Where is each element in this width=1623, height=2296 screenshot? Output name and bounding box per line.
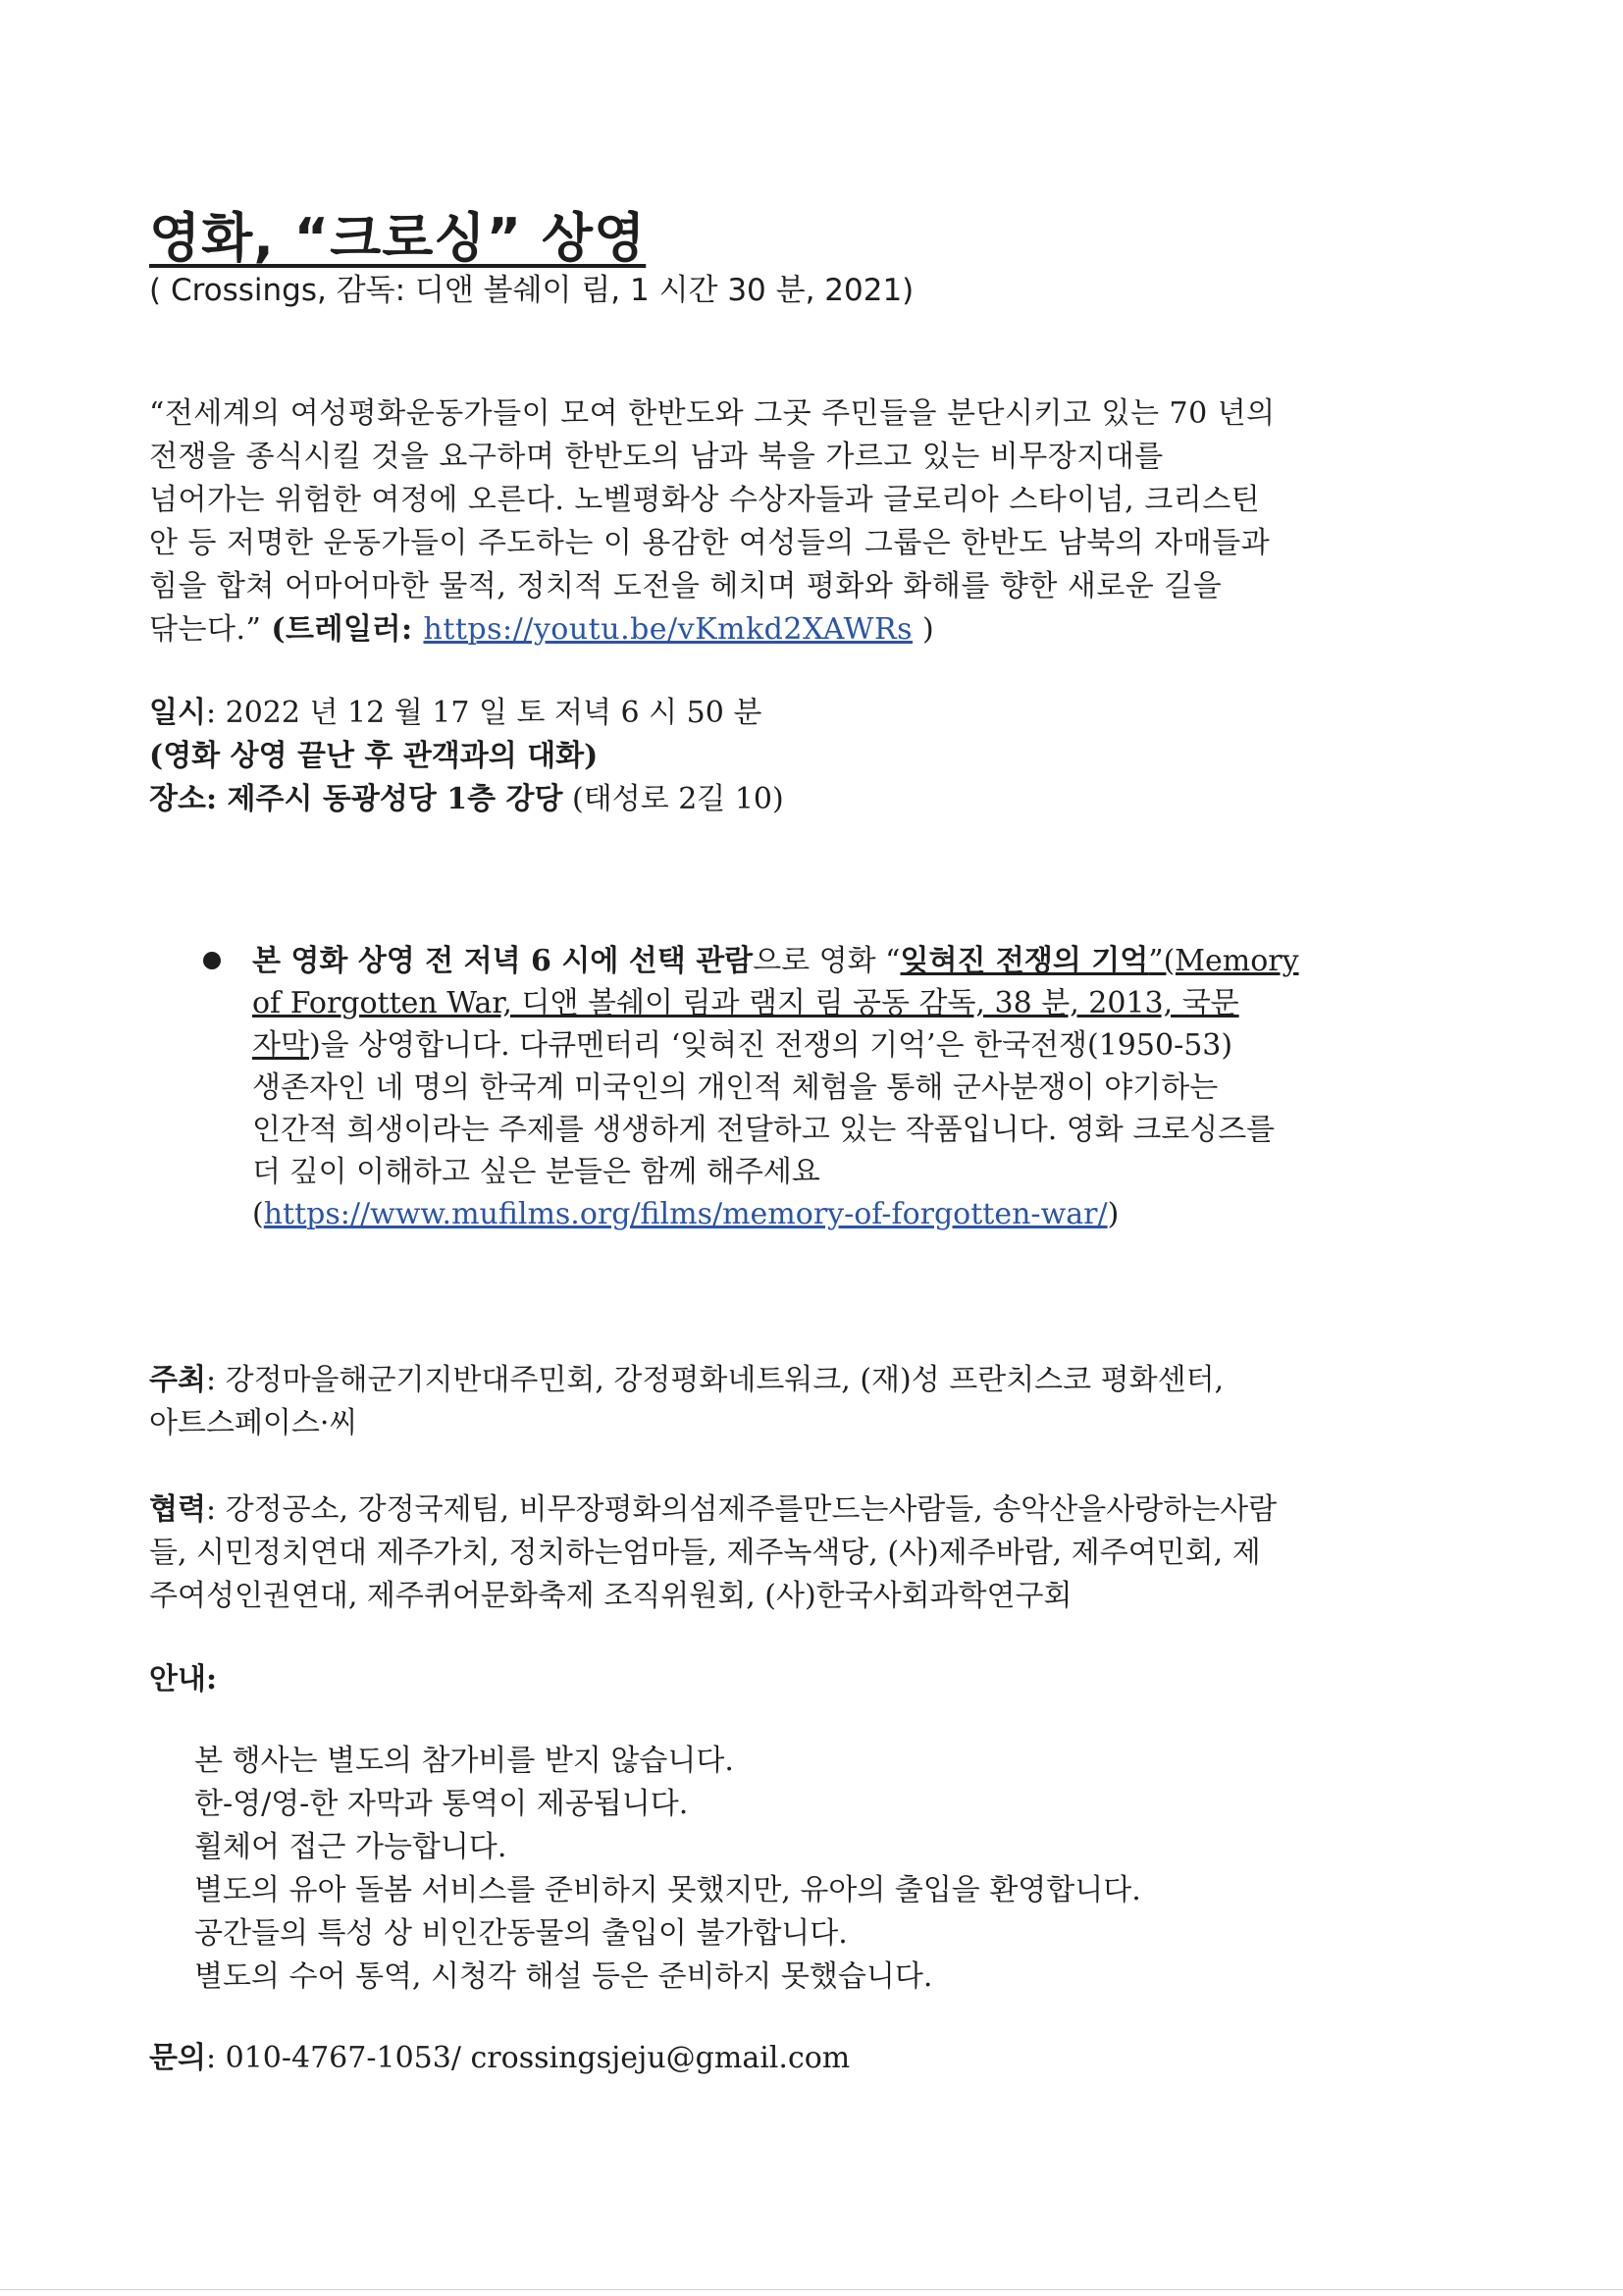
coop-label: 협력 — [149, 1492, 206, 1527]
trailer-close: ) — [913, 612, 935, 647]
link-close: ) — [1107, 1197, 1120, 1231]
host-list: : 강정마을해군기지반대주민회, 강정평화네트워크, (재)성 프란치스코 평화센터, — [205, 1363, 1225, 1397]
film-info: ( Crossings, 감독: 디앤 볼쉐이 림, 1 시간 30 분, 2021) — [149, 273, 915, 308]
event-place — [149, 778, 784, 821]
guide-heading: 안내: — [149, 1662, 218, 1696]
notice-line: 인간적 희생이라는 주제를 생생하게 전달하고 있는 작품입니다. 영화 크로싱즈를 — [252, 1113, 1276, 1147]
guide-item: 본 행사는 별도의 참가비를 받지 않습니다. — [194, 1744, 734, 1778]
event-details — [149, 692, 784, 821]
notice-line: 더 깊이 이해하고 싶은 분들은 함께 해주세요 — [252, 1155, 820, 1189]
notice-highlight: 본 영화 상영 전 저녁 6 시에 선택 관람 — [252, 944, 754, 978]
place-value: : 제주시 동광성당 1층 강당 — [205, 782, 563, 816]
guide-item: 공간들의 특성 상 비인간동물의 출입이 불가합니다. — [194, 1916, 848, 1951]
date-value: : 2022 년 12 월 17 일 토 저녁 6 시 50 분 — [205, 696, 762, 730]
place-address: (태성로 2길 10) — [562, 782, 784, 816]
host-line: 아트스페이스·씨 — [149, 1406, 358, 1440]
synopsis-line: 넘어가는 위험한 여정에 오른다. 노벨평화상 수상자들과 글로리아 스타이넘, 크리스틴 — [149, 483, 1261, 517]
notice-body — [252, 940, 1489, 1235]
notice-line — [252, 1024, 1489, 1067]
guide-list — [194, 1740, 1141, 1999]
pre-screening-notice — [203, 940, 1489, 1235]
notice-text: 으로 영화 “ — [753, 944, 901, 978]
synopsis-line: 힘을 합쳐 어마어마한 물적, 정치적 도전을 헤치며 평화와 화해를 향한 새로운 길을 — [149, 569, 1223, 603]
notice-text-underlined: ”(Memory — [1148, 944, 1299, 978]
notice-line: 생존자인 네 명의 한국계 미국인의 개인적 체험을 통해 군사분쟁이 야기하는 — [252, 1070, 1219, 1105]
guide-item: 별도의 유아 돌봄 서비스를 준비하지 못했지만, 유아의 출입을 환영합니다. — [194, 1873, 1141, 1907]
page-title: 영화, “크로싱” 상영 — [149, 207, 647, 269]
trailer-link[interactable]: https://youtu.be/vKmkd2XAWRs — [423, 612, 913, 647]
coop-line: 들, 시민정치연대 제주가치, 정치하는엄마들, 제주녹색당, (사)제주바람, 제주여민회, 제 — [149, 1536, 1261, 1570]
notice-line: of Forgotten War, 디앤 볼쉐이 림과 램지 림 공동 감독, 38 분, 2013, 국문 — [252, 986, 1239, 1020]
guide-item: 별도의 수어 통역, 시청각 해설 등은 준비하지 못했습니다. — [194, 1959, 933, 1994]
coop-line — [149, 1488, 1484, 1532]
trailer-label: (트레일러: — [271, 612, 424, 647]
link-open: ( — [252, 1197, 264, 1231]
synopsis-line: 전쟁을 종식시킬 것을 요구하며 한반도의 남과 북을 가르고 있는 비무장지대를 — [149, 440, 1164, 474]
notice-text: )을 상영합니다. 다큐멘터리 ‘잊혀진 전쟁의 기억’은 한국전쟁(1950-53) — [308, 1028, 1233, 1063]
talk-note: (영화 상영 끝난 후 관객과의 대화) — [149, 739, 599, 773]
synopsis-paragraph — [149, 392, 1484, 652]
notice-link-line — [252, 1193, 1489, 1235]
guide-item: 한-영/영-한 자막과 통역이 제공됩니다. — [194, 1787, 689, 1821]
event-date — [149, 692, 784, 735]
synopsis-line-end: 닦는다.” — [149, 612, 272, 647]
coop-line: 주여성인권연대, 제주퀴어문화축제 조직위원회, (사)한국사회과학연구회 — [149, 1579, 1073, 1613]
synopsis-line: “전세계의 여성평화운동가들이 모여 한반도와 그곳 주민들을 분단시키고 있는 70 년의 — [149, 396, 1276, 431]
film-title: 잊혀진 전쟁의 기억 — [900, 944, 1149, 978]
cooperating-organizations — [149, 1488, 1484, 1618]
contact-label: 문의 — [149, 2041, 206, 2075]
notice-line — [252, 940, 1489, 982]
bullet-icon — [203, 952, 221, 969]
host-line — [149, 1359, 1484, 1402]
page-edge-line — [0, 2289, 1623, 2290]
coop-list: : 강정공소, 강정국제팀, 비무장평화의섬제주를만드는사람들, 송악산을사랑하는사람 — [205, 1492, 1278, 1527]
host-label: 주최 — [149, 1363, 206, 1397]
contact-info — [149, 2037, 850, 2080]
date-label: 일시 — [149, 696, 206, 730]
contact-value: : 010-4767-1053/ crossingsjeju@gmail.com — [205, 2041, 851, 2075]
synopsis-line: 안 등 저명한 운동가들이 주도하는 이 용감한 여성들의 그룹은 한반도 남북의 자매들과 — [149, 526, 1271, 560]
host-organizations — [149, 1359, 1484, 1445]
place-label: 장소 — [149, 782, 206, 816]
guide-item: 휠체어 접근 가능합니다. — [194, 1830, 507, 1864]
synopsis-last-line — [149, 608, 1484, 652]
subtitle-word: 자막 — [252, 1028, 309, 1063]
film-website-link[interactable]: https://www.mufilms.org/films/memory-of-forgotten-war/ — [263, 1197, 1108, 1231]
